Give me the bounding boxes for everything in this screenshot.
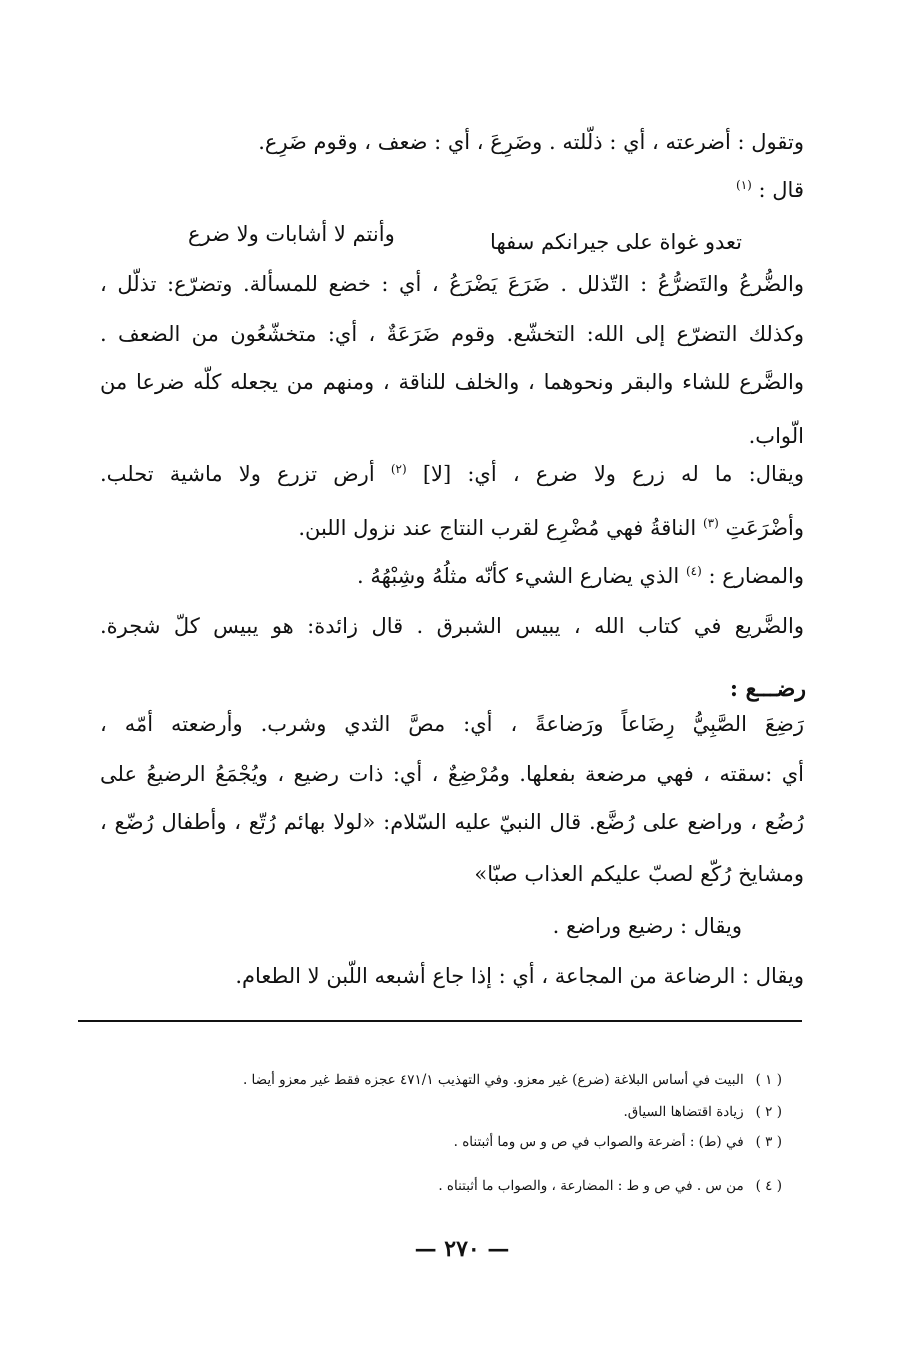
text-line-13: رَضِعَ الصَّبِيُّ رِضَاعاً ورَضاعةً ، أي: مصَّ الثدي وشرب. وأرضعته أمّه ،	[100, 712, 804, 736]
footnote-ref-1: (١)	[736, 178, 752, 192]
footnote-text: زيادة اقتضاها السياق.	[623, 1104, 744, 1120]
text-line-9	[298, 516, 804, 540]
footnote-2	[623, 1104, 782, 1120]
line10-part-c: الذي يضارع الشيء كأنّه مثلُهُ وشِبْهُهُ .	[357, 564, 680, 588]
text-line-7: الّواب.	[748, 424, 804, 448]
text-line-6: والضَّرع للشاء والبقر ونحوهما ، والخلف للناقة ، ومنهم من يجعله كلّه ضرعا من	[100, 370, 804, 394]
footnote-ref-3: (٣)	[702, 516, 719, 530]
text-line-15: رُضُع ، وراضع على رُضَّع. قال النبيّ عليه السّلام: «لولا بهائم رُتّع ، وأطفال رُضّع ،	[100, 810, 804, 834]
text-line-17: ويقال : رضيع وراضع .	[552, 914, 742, 938]
footnote-3	[454, 1134, 782, 1150]
text-line-4: والضُّرعُ والتَضرُّعُ : التّذلل . ضَرَعَ يَضْرَعُ ، أي : خضع للمسألة. وتضرّع: تذلّل ،	[100, 272, 804, 296]
text-line-1: وتقول : أضرعته ، أي : ذلّلته . وضَرِعَ ، أي : ضعف ، وقوم ضَرِع.	[258, 130, 804, 154]
footnote-number: ( ٢ )	[755, 1104, 782, 1120]
footnote-number: ( ٣ )	[755, 1134, 782, 1150]
verse-second-hemistich: وأنتم لا أشابات ولا ضرع	[188, 222, 395, 246]
line9-part-c: الناقةُ فهي مُضْرِع لقرب النتاج عند نزول اللبن.	[298, 516, 697, 540]
text-line-5: وكذلك التضرّع إلى الله: التخشّع. وقوم ضَرَعَةٌ ، أي: متخشّعُون من الضعف .	[100, 322, 804, 346]
page-number: — ٢٧٠ —	[414, 1236, 510, 1262]
text-line-11: والضَّريع في كتاب الله ، يبيس الشبرق . قال زائدة: هو يبيس كلّ شجرة.	[100, 614, 804, 638]
footnote-number: ( ٤ )	[755, 1178, 782, 1194]
text-line-18: ويقال : الرضاعة من المجاعة ، أي : إذا جاع أشبعه اللّبن لا الطعام.	[235, 964, 804, 988]
line10-part-a: والمضارع :	[708, 564, 804, 588]
footnote-number: ( ١ )	[755, 1072, 782, 1088]
line8-part-c: أرض تزرع ولا ماشية تحلب.	[100, 462, 375, 486]
text-line-10	[357, 564, 804, 588]
footnote-ref-2: (٢)	[390, 462, 407, 476]
line8-part-a: ويقال: ما له زرع ولا ضرع ، أي: [لا]	[422, 462, 804, 486]
text-line-qala	[736, 178, 804, 202]
entry-heading: رضـــع :	[729, 676, 806, 702]
qala-label: قال :	[758, 178, 804, 202]
verse-first-hemistich: تعدو غواة على جيرانكم سفها	[490, 230, 742, 254]
text-line-14: أي :سقته ، فهي مرضعة بفعلها. ومُرْضِعٌ ، أي: ذات رضيع ، ويُجْمَعُ الرضيعُ على	[100, 762, 804, 786]
footnote-1	[243, 1072, 782, 1088]
footnote-text: البيت في أساس البلاغة (ضرع) غير معزو. وفي التهذيب ٤٧١/١ عجزه فقط غير معزو أيضا .	[242, 1072, 744, 1088]
footnote-ref-4: (٤)	[685, 564, 702, 578]
line9-part-a: وأضْرَعَتِ	[725, 516, 804, 540]
footnote-text: في (ط) : أضرعة والصواب في ص و س وما أثبتناه .	[453, 1134, 744, 1150]
footnote-text: من س . في ص و ط : المضارعة ، والصواب ما أثبتناه .	[438, 1178, 744, 1194]
text-line-16: ومشايخ رُكّع لصبّ عليكم العذاب صبّا»	[474, 862, 804, 886]
footnote-4	[438, 1178, 782, 1194]
footnote-divider	[78, 1020, 802, 1022]
text-line-8	[100, 462, 804, 486]
